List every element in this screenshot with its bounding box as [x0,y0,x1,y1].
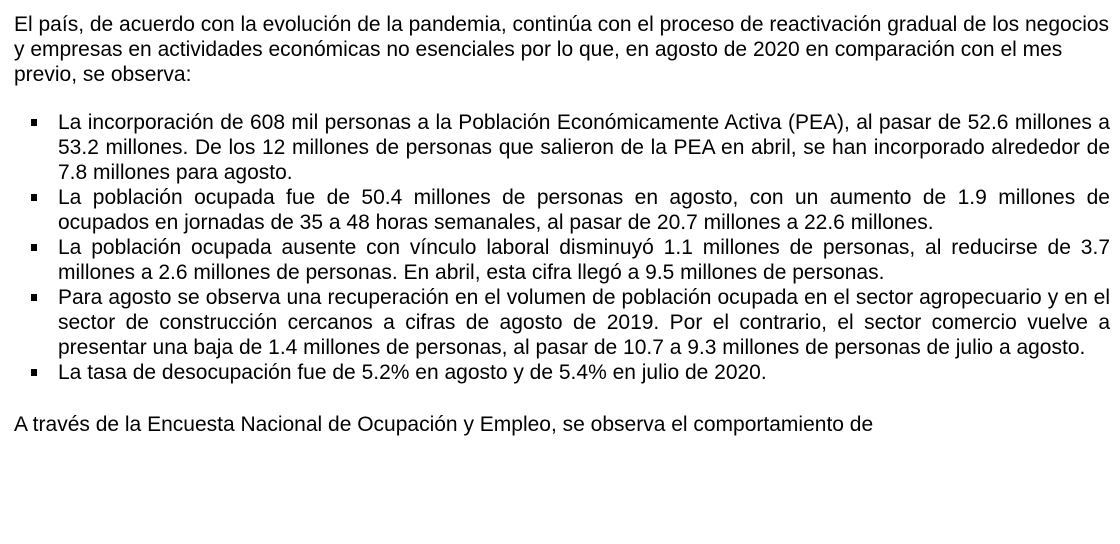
list-item-text: La población ocupada fue de 50.4 millones de personas en agosto, con un aumento de 1.9 millones de ocupados en jornadas de 35 a 48 horas semanales, al pasar de 20.7 millones a 22.6 millones. [58,186,1110,234]
list-item-text: La incorporación de 608 mil personas a la Población Económicamente Activa (PEA), al pasar de 52.6 millones a 53.2 millones. De los 12 millones de personas que salieron de la PEA en abril, se han incorporado alrededor de 7.8 millones para agosto. [58,111,1110,184]
list-item-text: La población ocupada ausente con vínculo laboral disminuyó 1.1 millones de personas, al reducirse de 3.7 millones a 2.6 millones de personas. En abril, esta cifra llegó a 9.5 millones de personas. [58,236,1110,284]
square-bullet-icon [31,244,37,251]
list-item [14,185,1110,235]
intro-paragraph: El país, de acuerdo con la evolución de la pandemia, continúa con el proceso de reactivación gradual de los negocios y empresas en actividades económicas no esenciales por lo que, en agosto de 2020 en comparación con el mes previo, se observa: [14,13,1110,86]
outro-paragraph: A través de la Encuesta Nacional de Ocupación y Empleo, se observa el comportamiento de [14,413,874,436]
list-item [14,235,1110,285]
list-item [14,360,1110,385]
list-item [14,285,1110,360]
square-bullet-icon [31,294,37,301]
square-bullet-icon [31,369,37,376]
square-bullet-icon [31,119,37,126]
document-body [14,12,1110,437]
list-item-text: Para agosto se observa una recuperación en el volumen de población ocupada en el sector agropecuario y en el sector de construcción cercanos a cifras de agosto de 2019. Por el contrario, el sector comercio vuelve a presentar una baja de 1.4 millones de personas, al pasar de 10.7 a 9.3 millones de personas de julio a agosto. [58,286,1110,359]
square-bullet-icon [31,194,37,201]
bullet-list [14,110,1110,385]
list-item-text: La tasa de desocupación fue de 5.2% en agosto y de 5.4% en julio de 2020. [58,361,767,384]
list-item [14,110,1110,185]
